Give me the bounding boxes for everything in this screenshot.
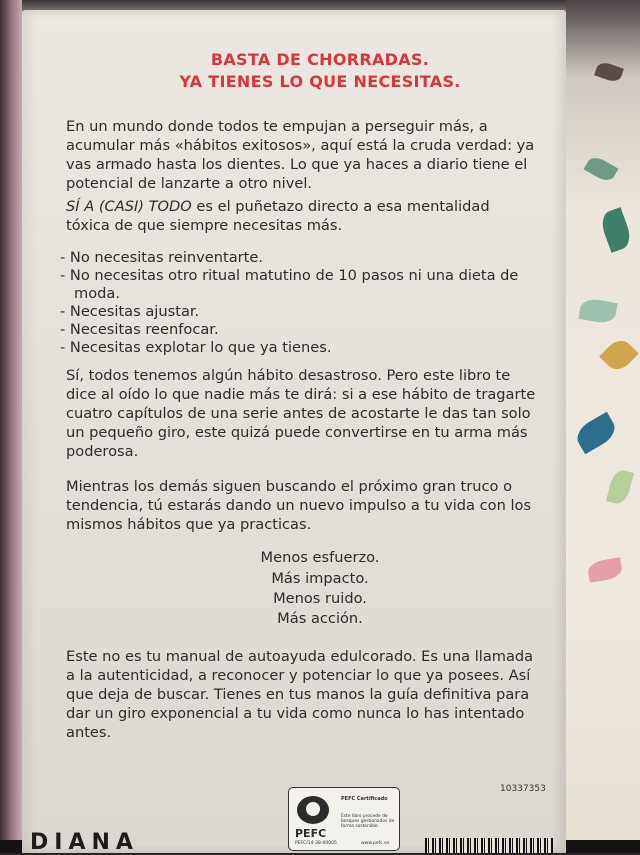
pefc-description: Este libro procede de bosques gestionados de forma sostenible (341, 814, 395, 830)
list-item: - Necesitas reenfocar. (60, 321, 219, 338)
closing-paragraph: Este no es tu manual de autoayuda edulcorado. Es una llamada a la autenticidad, a reconocer y potenciar lo que ya posees. Así que deja de buscar. Tienes en tus manos la guía definitiva para dar un giro exponencial a tu vida como nunca lo has intentado antes. (66, 648, 534, 741)
headline-line-2: YA TIENES LO QUE NECESITAS. (179, 72, 461, 91)
trend-paragraph: Mientras los demás siguen buscando el próximo gran truco o tendencia, tú estarás dando un nuevo impulso a tu vida con los mismos hábitos que ya practicas. (66, 478, 532, 533)
mantra-line: Más impacto. (271, 570, 369, 587)
list-item: - Necesitas explotar lo que ya tienes. (60, 339, 332, 356)
mantra-line: Menos ruido. (273, 590, 367, 607)
list-item: - Necesitas ajustar. (60, 303, 200, 320)
pefc-tree-logo-icon (297, 796, 329, 824)
publisher-logo: DIANA (30, 830, 139, 855)
pefc-url: www.pefc.es (361, 841, 390, 846)
needs-list (60, 249, 540, 357)
habit-paragraph: Sí, todos tenemos algún hábito desastroso. Pero este libro te dice al oído lo que nadie más te dirá: si a ese hábito de tragarte cuatro capítulos de una serie antes de acostarte le das tan solo un pequeño giro, este quizá puede convertirse en tu arma más poderosa. (66, 367, 536, 460)
pefc-title: PEFC Certificado (341, 796, 388, 802)
book-title: SÍ A (CASI) TODO (66, 198, 192, 215)
barcode (425, 838, 553, 853)
intro-paragraph: En un mundo donde todos te empujan a perseguir más, a acumular más «hábitos exitosos», aquí está la cruda verdad: ya vas armado hasta los dientes. Lo que ya haces a diario tiene el potencial de lanzarte a otro nivel. (66, 118, 535, 192)
pefc-code: PEFC/14-38-00005 (295, 841, 337, 846)
list-item: - No necesitas otro ritual matutino de 10 pasos ni una dieta de moda. (60, 267, 519, 302)
internal-code: 10337353 (500, 784, 546, 794)
book-pitch-text: es el puñetazo directo a esa mentalidad tóxica de que siempre necesitas más. (66, 198, 490, 234)
pefc-wordmark: PEFC (295, 827, 327, 840)
mantra-line: Menos esfuerzo. (260, 549, 380, 566)
background-illustrated-book (566, 0, 640, 853)
book-pitch-paragraph (66, 197, 536, 235)
headline-line-1: BASTA DE CHORRADAS. (210, 50, 430, 69)
background-left-edge (0, 0, 22, 853)
list-item: - No necesitas reinventarte. (60, 249, 264, 266)
mantra-line: Más acción. (277, 610, 363, 627)
pefc-certification-box (288, 787, 400, 851)
